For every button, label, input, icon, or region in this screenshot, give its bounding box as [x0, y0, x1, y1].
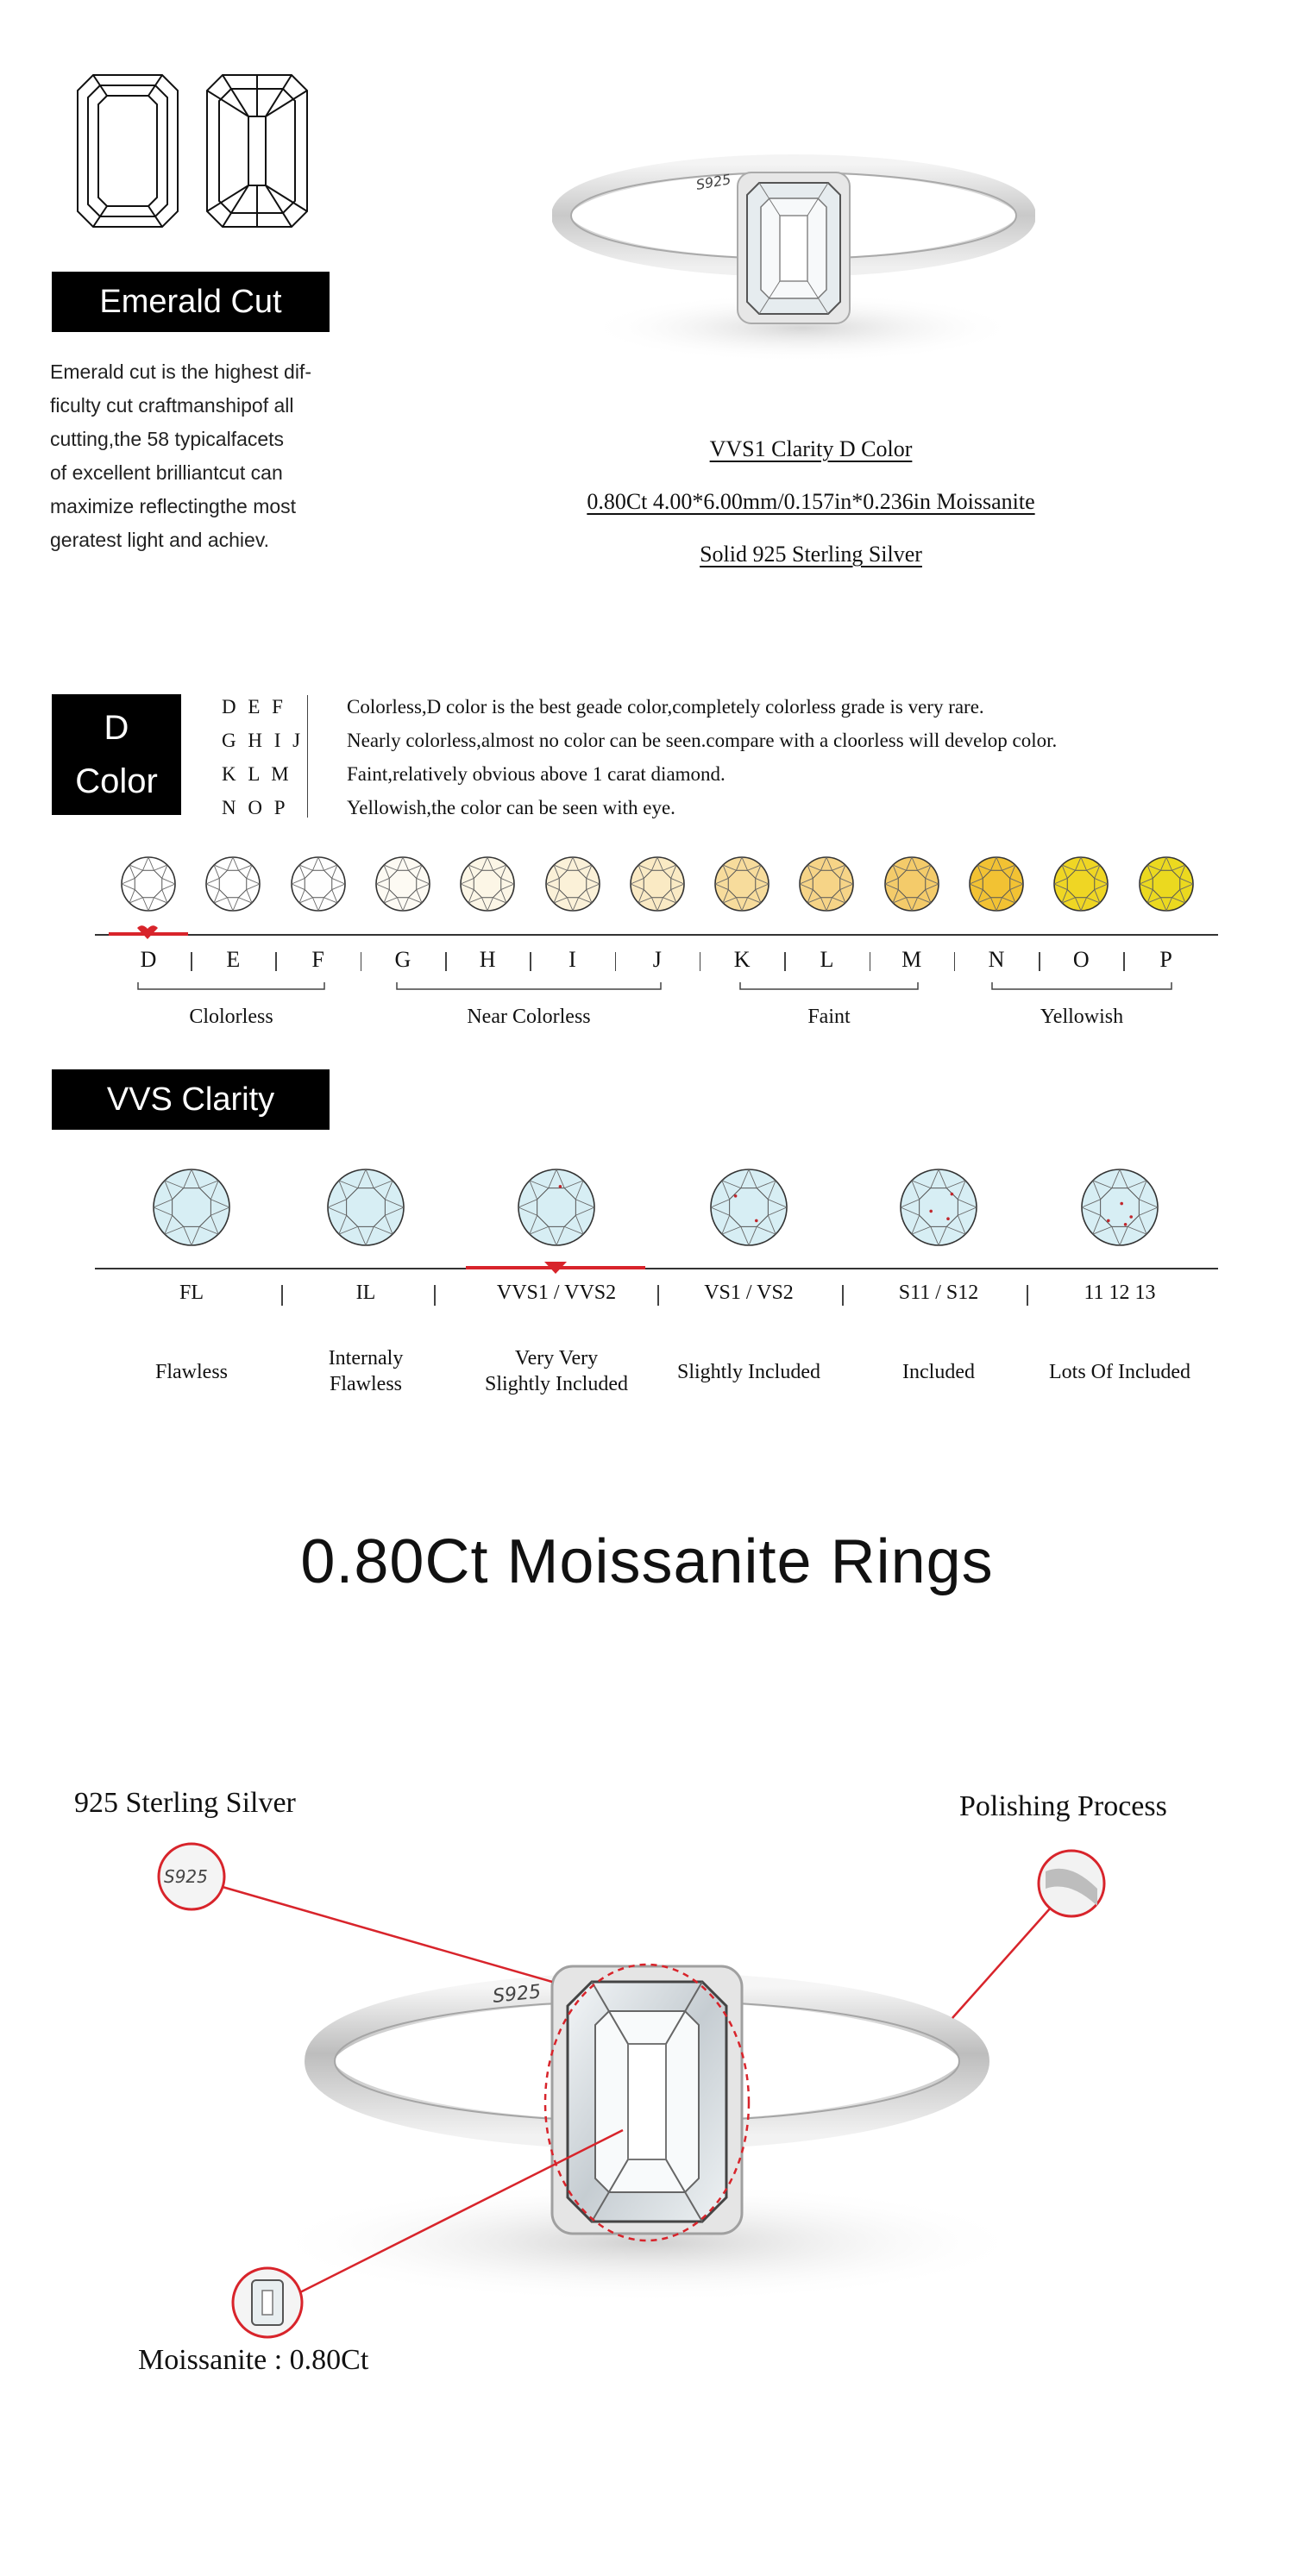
d-color-badge-letter: D — [104, 709, 129, 747]
color-group-yellowish: Yellowish — [1040, 1006, 1124, 1028]
callout-silver-stamp-text: S925 — [164, 1866, 208, 1887]
color-gem-i-icon — [544, 856, 601, 912]
color-group-brackets — [129, 979, 1182, 996]
cut-description-line: geratest light and achiev. — [50, 529, 270, 551]
color-grade-p: P — [1159, 947, 1172, 972]
color-gem-e-icon — [204, 856, 261, 912]
color-scale-separator — [530, 952, 531, 971]
spec-material: Solid 925 Sterling Silver — [700, 542, 922, 567]
color-grade-n: N — [988, 947, 1005, 972]
color-gem-j-icon — [629, 856, 686, 912]
cut-description — [50, 355, 361, 557]
clarity-description — [267, 1345, 465, 1397]
color-scale-axis — [95, 934, 1218, 936]
clarity-selected-marker-icon — [543, 1258, 568, 1275]
emerald-cut-side-icon — [78, 75, 178, 227]
clarity-grade: FL — [179, 1282, 204, 1304]
cut-description-line: ficulty cut craftmanshipof all — [50, 394, 294, 417]
color-grade-group: N O P — [222, 797, 289, 818]
color-grade-o: O — [1072, 947, 1090, 972]
spec-size: 0.80Ct 4.00*6.00mm/0.157in*0.236in Moissanite — [587, 489, 1035, 514]
clarity-description — [1021, 1359, 1219, 1385]
color-scale-separator — [1039, 952, 1040, 971]
color-description: Yellowish,the color can be seen with eye. — [347, 797, 675, 818]
spec-list — [518, 423, 1104, 580]
clarity-gem-1-icon — [152, 1168, 231, 1247]
color-grade-j: J — [652, 947, 662, 972]
clarity-description-line: Slightly Included — [485, 1373, 628, 1395]
clarity-scale-separator — [1027, 1285, 1028, 1306]
color-gem-l-icon — [798, 856, 855, 912]
color-description-column — [347, 690, 1261, 824]
clarity-gem-4-icon — [709, 1168, 788, 1247]
clarity-grade: IL — [355, 1282, 376, 1304]
color-grade-i: I — [568, 947, 576, 972]
clarity-scale-axis — [95, 1268, 1218, 1269]
color-group-colorless: Clolorless — [189, 1006, 273, 1028]
clarity-description-line: Lots Of Included — [1049, 1361, 1190, 1383]
callout-stone-label: Moissanite : 0.80Ct — [138, 2344, 369, 2376]
color-description: Colorless,D color is the best geade color,completely colorless grade is very rare. — [347, 696, 984, 718]
color-group-faint: Faint — [807, 1006, 851, 1028]
ring-detail-image — [0, 1759, 1294, 2415]
clarity-scale-separator — [842, 1285, 844, 1306]
clarity-description-line: Flawless — [330, 1373, 402, 1395]
color-grade-l: L — [820, 947, 834, 972]
callout-silver-label: 925 Sterling Silver — [74, 1787, 296, 1819]
clarity-grade: VS1 / VS2 — [704, 1282, 794, 1304]
color-gem-g-icon — [374, 856, 431, 912]
color-selected-marker-icon — [135, 924, 160, 940]
color-scale-separator — [1123, 952, 1125, 971]
color-gem-o-icon — [1052, 856, 1109, 912]
color-group-near-colorless: Near Colorless — [467, 1006, 591, 1028]
emerald-cut-diagram — [76, 73, 311, 229]
color-gem-f-icon — [290, 856, 347, 912]
cut-description-line: maximize reflectingthe most — [50, 495, 297, 517]
clarity-gem-2-icon — [326, 1168, 405, 1247]
color-gem-p-icon — [1138, 856, 1195, 912]
color-scale-separator — [700, 952, 701, 971]
cut-description-line: cutting,the 58 typicalfacets — [50, 428, 285, 450]
color-gem-m-icon — [883, 856, 940, 912]
color-scale-separator — [445, 952, 447, 971]
emerald-cut-label: Emerald Cut — [52, 272, 330, 332]
color-gem-n-icon — [968, 856, 1025, 912]
color-grade-e: E — [226, 947, 241, 972]
d-color-badge-word: Color — [75, 762, 158, 800]
color-grade-k: K — [733, 947, 751, 972]
color-grade-column — [222, 690, 308, 824]
color-scale-separator — [954, 952, 956, 971]
color-divider — [307, 695, 308, 818]
color-grade-group: D E F — [222, 696, 286, 718]
clarity-description-line: Included — [902, 1361, 975, 1383]
color-scale-separator — [275, 952, 277, 971]
clarity-description — [650, 1359, 848, 1385]
clarity-scale-separator — [657, 1285, 659, 1306]
color-gem-d-icon — [120, 856, 177, 912]
color-gem-k-icon — [713, 856, 770, 912]
clarity-gem-3-icon — [517, 1168, 596, 1247]
clarity-grade: S11 / S12 — [898, 1282, 979, 1304]
color-gem-h-icon — [459, 856, 516, 912]
callout-polish-label: Polishing Process — [959, 1790, 1167, 1822]
emerald-cut-pavilion-icon — [207, 75, 307, 227]
color-grade-d: D — [140, 947, 157, 972]
color-scale-separator — [870, 952, 871, 971]
color-scale-separator — [361, 952, 362, 971]
cut-description-line: Emerald cut is the highest dif- — [50, 360, 311, 383]
clarity-grade: VVS1 / VVS2 — [496, 1282, 617, 1304]
color-grade-g: G — [394, 947, 411, 972]
spec-clarity-color: VVS1 Clarity D Color — [709, 436, 913, 461]
clarity-description-line: Flawless — [155, 1361, 228, 1383]
color-scale-separator — [191, 952, 192, 971]
clarity-scale-separator — [434, 1285, 436, 1306]
color-grade-group: G H I J — [222, 730, 305, 751]
color-description: Faint,relatively obvious above 1 carat diamond. — [347, 763, 726, 785]
ring-detail-stamp-text: S925 — [492, 1981, 543, 2008]
clarity-description-line: Slightly Included — [677, 1361, 820, 1383]
cut-description-line: of excellent brilliantcut can — [50, 461, 283, 484]
ring-product-image — [552, 129, 1035, 379]
ring-stamp-text: S925 — [694, 171, 732, 193]
color-description: Nearly colorless,almost no color can be seen.compare with a cloorless will develop color. — [347, 730, 1058, 751]
product-title: 0.80Ct Moissanite Rings — [300, 1527, 994, 1596]
color-scale-separator — [784, 952, 786, 971]
clarity-description-line: Internaly — [328, 1347, 404, 1369]
clarity-description-line: Very Very — [514, 1347, 599, 1369]
color-grade-m: M — [901, 947, 922, 972]
color-scale-separator — [615, 952, 617, 971]
color-grade-group: K L M — [222, 763, 292, 785]
color-grade-f: F — [311, 947, 324, 972]
clarity-gem-6-icon — [1080, 1168, 1159, 1247]
d-color-badge — [52, 694, 181, 815]
clarity-description — [457, 1345, 656, 1397]
vvs-clarity-label: VVS Clarity — [52, 1069, 330, 1130]
color-grade-h: H — [479, 947, 496, 972]
clarity-description — [839, 1359, 1038, 1385]
clarity-gem-5-icon — [899, 1168, 978, 1247]
clarity-grade: 11 12 13 — [1084, 1282, 1156, 1304]
clarity-description — [92, 1359, 291, 1385]
